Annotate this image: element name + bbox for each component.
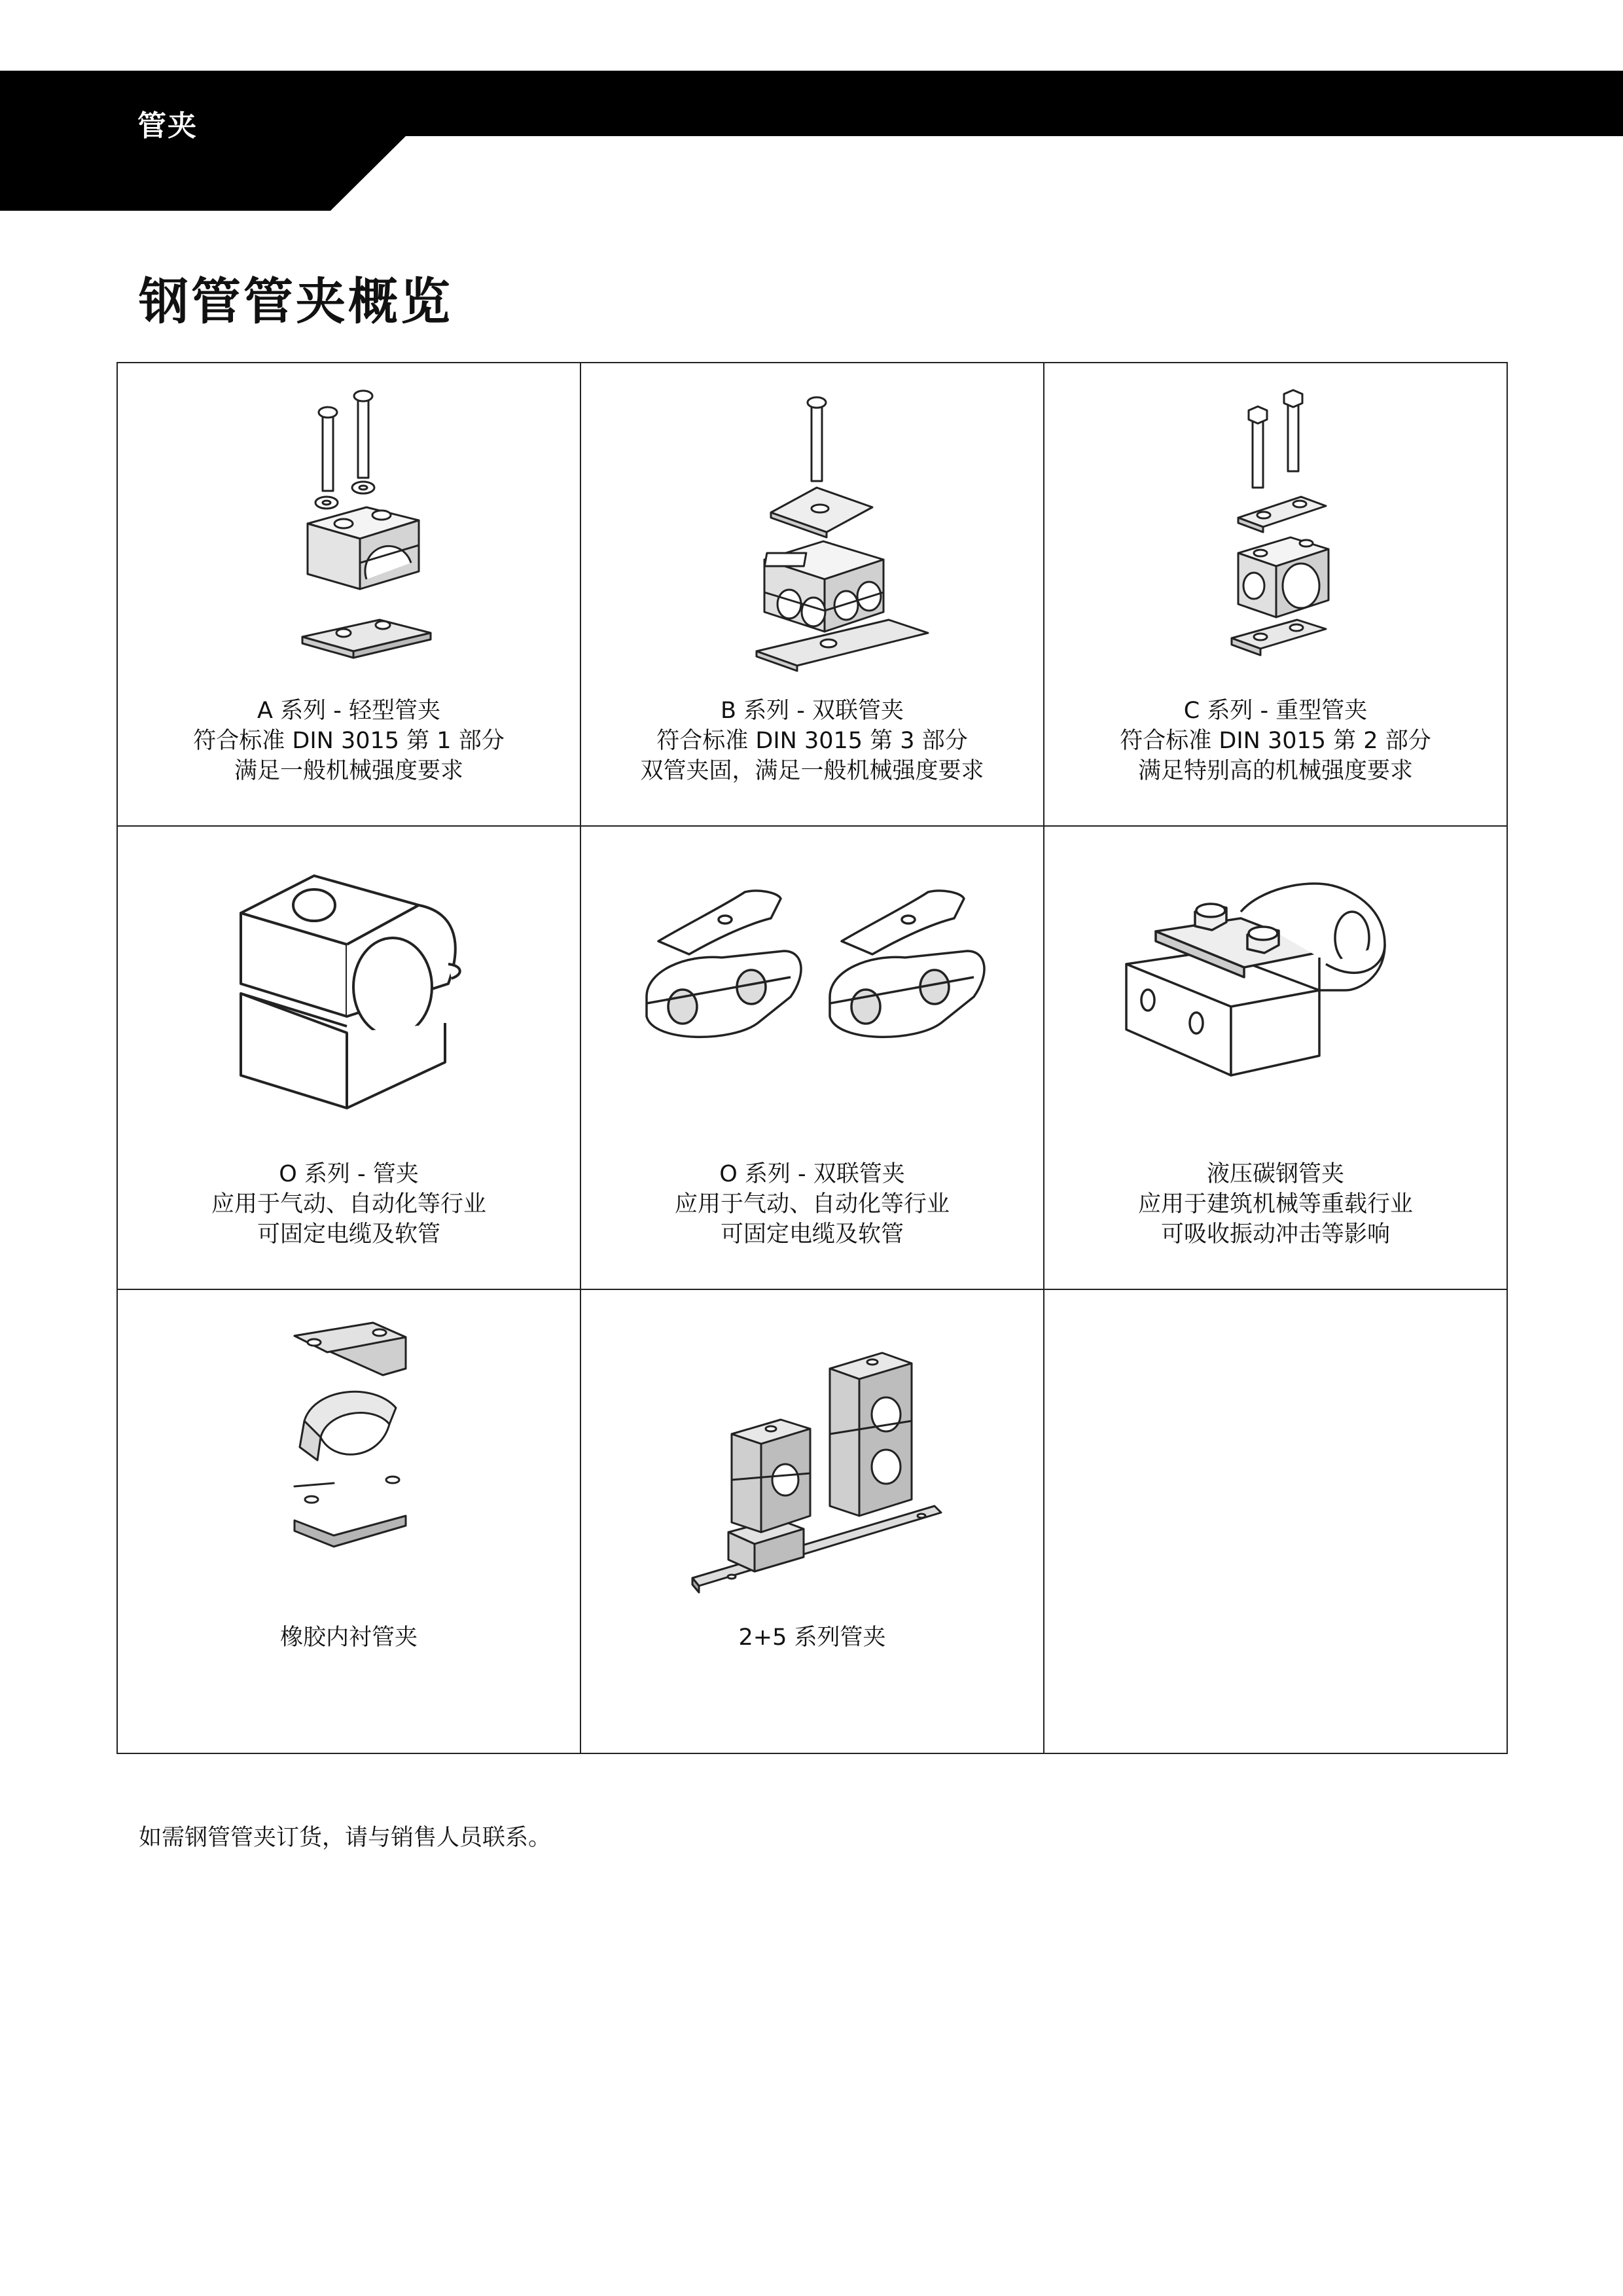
product-cell-c-series[interactable] [1044, 363, 1508, 827]
product-caption: B 系列 - 双联管夹 符合标准 DIN 3015 第 3 部分 双管夹固，满足一般机械强度要求 [640, 698, 984, 784]
product-caption: O 系列 - 管夹 应用于气动、自动化等行业 可固定电缆及软管 [211, 1161, 486, 1247]
header-bar [0, 0, 1623, 216]
page-title: 钢管管夹概览 [139, 272, 453, 331]
product-caption: 橡胶内衬管夹 [279, 1624, 418, 1651]
product-caption: C 系列 - 重型管夹 符合标准 DIN 3015 第 2 部分 满足特别高的机械强度要求 [1120, 698, 1431, 784]
c-series-heavy-clamp-icon [1044, 363, 1507, 691]
b-series-twin-clamp-icon [581, 363, 1043, 691]
rubber-lined-clamp-icon [118, 1290, 580, 1617]
2-plus-5-series-clamp-icon [581, 1290, 1043, 1617]
product-caption: A 系列 - 轻型管夹 符合标准 DIN 3015 第 1 部分 满足一般机械强度要求 [193, 698, 505, 784]
o-series-twin-clamp-icon [581, 827, 1043, 1154]
footer-note: 如需钢管管夹订货，请与销售人员联系。 [139, 1825, 552, 1851]
product-caption: O 系列 - 双联管夹 应用于气动、自动化等行业 可固定电缆及软管 [674, 1161, 950, 1247]
product-cell-rubber-lined[interactable] [118, 1290, 581, 1754]
section-title: 管夹 [137, 109, 198, 143]
a-series-light-clamp-icon [118, 363, 580, 691]
product-caption: 2+5 系列管夹 [738, 1624, 886, 1651]
product-cell-o-series-twin[interactable] [581, 827, 1044, 1290]
product-cell-b-series[interactable] [581, 363, 1044, 827]
o-series-clamp-icon [118, 827, 580, 1154]
hydraulic-carbon-steel-clamp-icon [1044, 827, 1507, 1154]
product-cell-2-plus-5[interactable] [581, 1290, 1044, 1754]
product-cell-o-series[interactable] [118, 827, 581, 1290]
product-cell-a-series[interactable] [118, 363, 581, 827]
product-caption: 液压碳钢管夹 应用于建筑机械等重载行业 可吸收振动冲击等影响 [1137, 1161, 1413, 1247]
empty-cell [1044, 1290, 1508, 1754]
product-cell-hydraulic[interactable] [1044, 827, 1508, 1290]
product-grid [116, 362, 1508, 1754]
